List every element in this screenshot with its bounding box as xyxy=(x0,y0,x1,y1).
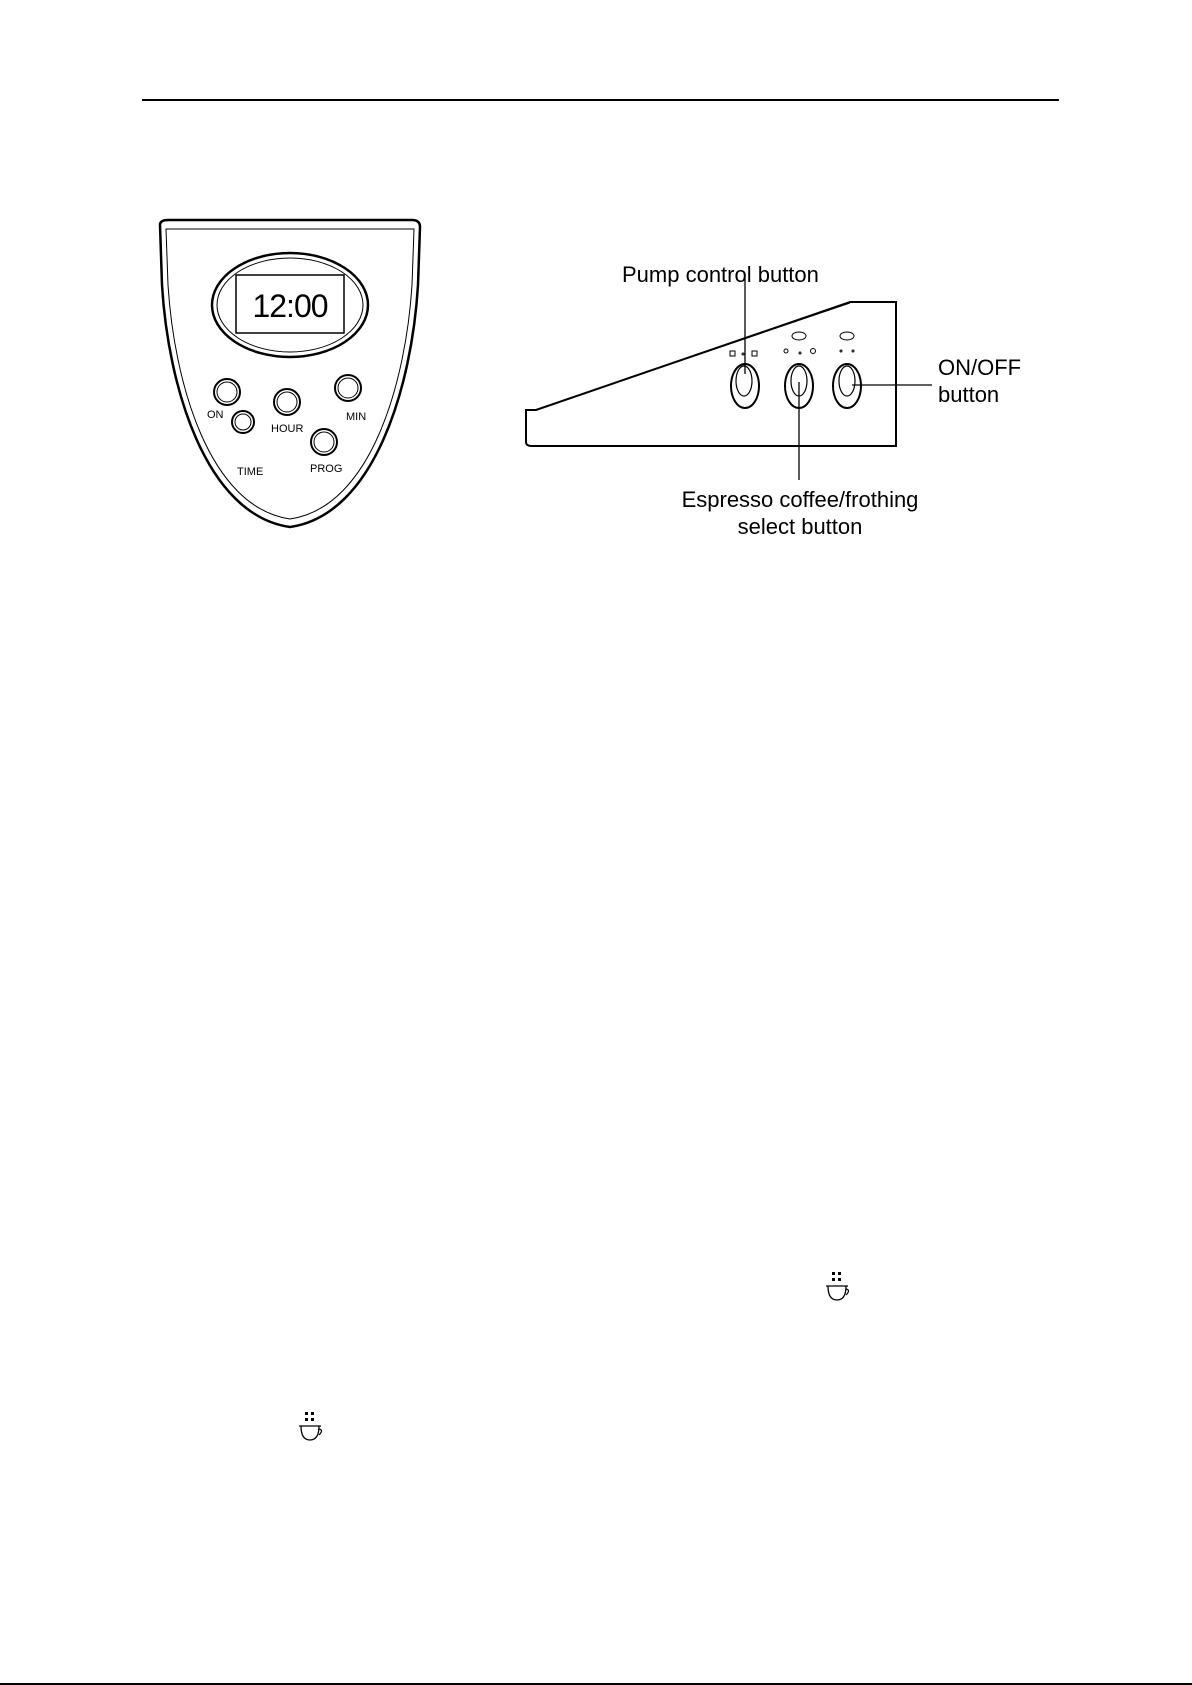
on-label: ON xyxy=(207,409,224,421)
onoff-label-line2: button xyxy=(938,382,1000,407)
coffee-cup-icon xyxy=(295,1410,325,1444)
time-button[interactable] xyxy=(232,411,254,433)
on-button[interactable] xyxy=(214,379,240,405)
onoff-label-line1: ON/OFF xyxy=(938,355,1022,380)
prog-label: PROG xyxy=(310,463,343,475)
onoff-switch[interactable] xyxy=(833,364,861,408)
side-view-diagram xyxy=(520,290,940,460)
hour-label: HOUR xyxy=(271,423,304,435)
footer-rule xyxy=(0,1683,1192,1685)
min-button[interactable] xyxy=(335,375,361,401)
pump-control-label: Pump control button xyxy=(622,262,819,287)
pump-symbol-icon xyxy=(730,351,757,356)
control-panel-diagram xyxy=(150,215,430,535)
coffee-cup-icon xyxy=(822,1270,852,1304)
panel-outline xyxy=(160,220,420,527)
hour-button[interactable] xyxy=(274,389,300,415)
header-rule xyxy=(142,99,1059,101)
select-symbol-icon xyxy=(784,332,816,354)
min-label: MIN xyxy=(346,411,367,423)
time-label: TIME xyxy=(237,466,264,478)
select-label-line1: Espresso coffee/frothing xyxy=(681,487,919,512)
power-symbol-icon xyxy=(840,332,854,352)
select-label-line2: select button xyxy=(737,514,863,539)
prog-button[interactable] xyxy=(311,429,337,455)
lcd-time: 12:00 xyxy=(252,288,328,324)
